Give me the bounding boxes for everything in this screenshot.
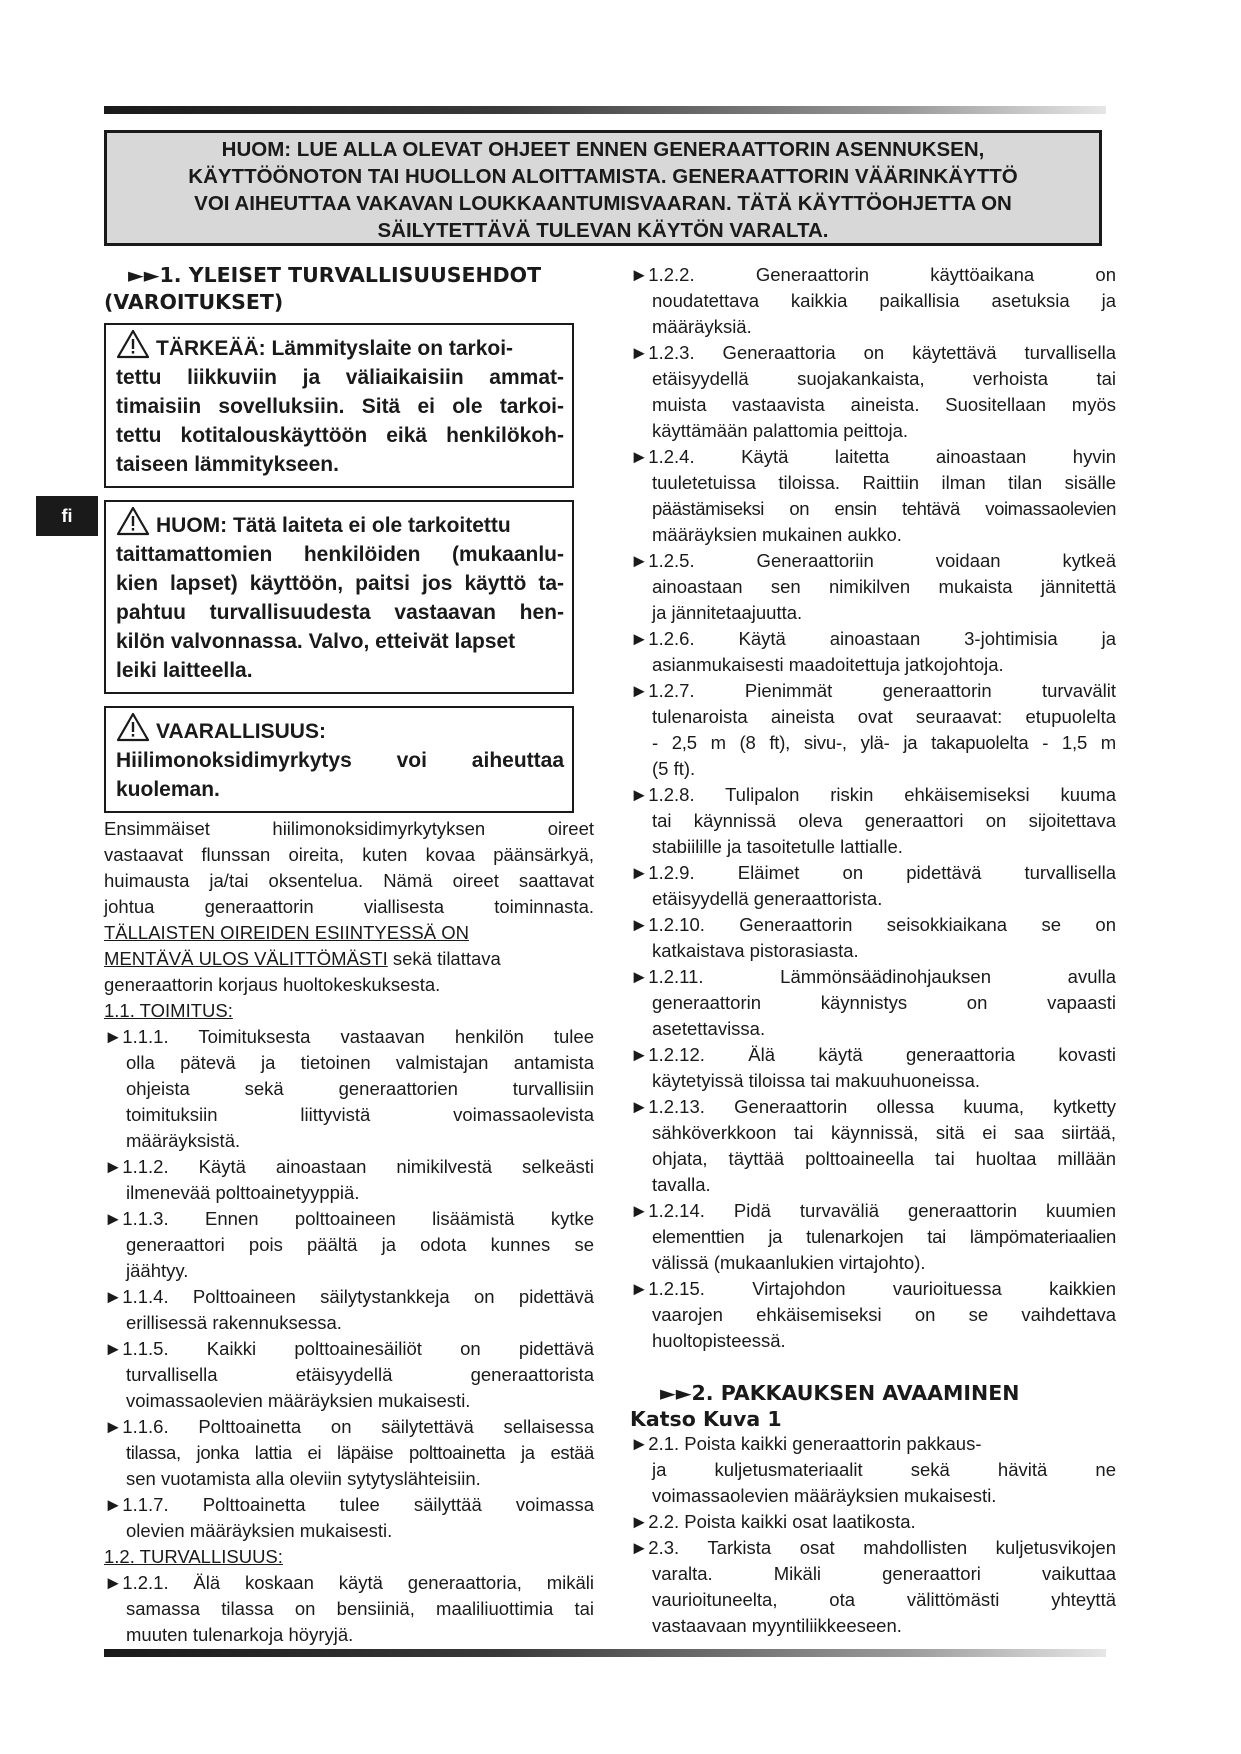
item-line: muista vastaavista aineista. Suositellaan myös bbox=[652, 394, 1116, 415]
list-item bbox=[630, 678, 1116, 782]
notice-line: HUOM: LUE ALLA OLEVAT OHJEET ENNEN GENERAATTORIN ASENNUKSEN, bbox=[221, 138, 985, 161]
warning-line: kuoleman. bbox=[116, 778, 220, 801]
item-line: ►1.2.9. Eläimet on pidettävä turvallisella bbox=[630, 862, 1116, 883]
item-line: ►1.2.6. Käytä ainoastaan 3-johtimisia ja bbox=[630, 628, 1116, 649]
notice-line: SÄILYTETTÄVÄ TULEVAN KÄYTÖN VARALTA. bbox=[377, 219, 829, 242]
list-item bbox=[630, 964, 1116, 1042]
item-line: ilmenevää polttoainetyyppiä. bbox=[126, 1182, 360, 1203]
item-line: ja kuljetusmateriaalit sekä hävitä ne bbox=[652, 1459, 1116, 1480]
left-column bbox=[104, 262, 594, 1648]
item-line: ►1.2.8. Tulipalon riskin ehkäisemiseksi kuuma bbox=[630, 784, 1116, 805]
item-line: ►1.1.1. Toimituksesta vastaavan henkilön tulee bbox=[104, 1026, 594, 1047]
warning-line: kien lapset) käyttöön, paitsi jos käyttö ta- bbox=[116, 572, 564, 595]
notice-line: KÄYTTÖÖNOTON TAI HUOLLON ALOITTAMISTA. GENERAATTORIN VÄÄRINKÄYTTÖ bbox=[188, 165, 1018, 188]
warning-line: tettu liikkuviin ja väliaikaisiin ammat- bbox=[116, 366, 564, 389]
item-line: generaattorin käynnistys on vapaasti bbox=[652, 992, 1116, 1013]
warning-box-notice bbox=[104, 500, 574, 694]
item-line: määräyksistä. bbox=[126, 1130, 241, 1151]
warning-line: timaisiin sovelluksiin. Sitä ei ole tarkoi- bbox=[116, 395, 564, 418]
warning-line bbox=[116, 712, 564, 746]
list-item bbox=[104, 1336, 594, 1414]
item-line: ►1.1.7. Polttoainetta tulee säilyttää voimassa bbox=[104, 1494, 594, 1515]
section-2-heading bbox=[660, 1380, 1116, 1407]
item-line: etäisyydellä generaattorista. bbox=[652, 888, 883, 909]
paragraph-line: vastaavat flunssan oireita, kuten kovaa päänsärkyä, bbox=[104, 844, 594, 865]
item-line: (5 ft). bbox=[652, 758, 696, 779]
urgent-line bbox=[104, 946, 594, 972]
co-intro-paragraph bbox=[104, 816, 594, 1024]
item-line: välissä (mukaanlukien virtajohto). bbox=[652, 1252, 926, 1273]
list-item bbox=[630, 262, 1116, 340]
list-item bbox=[630, 548, 1116, 626]
urgent-line: generaattorin korjaus huoltokeskuksesta. bbox=[104, 974, 441, 995]
list-item bbox=[630, 1276, 1116, 1354]
item-line: päästämiseksi on ensin tehtävä voimassaolevien bbox=[652, 498, 1116, 519]
paragraph-line: johtua generaattorin viallisesta toiminnasta. bbox=[104, 896, 594, 917]
item-line: vastaavaan myyntiliikkeeseen. bbox=[652, 1615, 902, 1636]
list-item bbox=[630, 1042, 1116, 1094]
list-item bbox=[630, 1431, 1116, 1509]
item-line: - 2,5 m (8 ft), sivu-, ylä- ja takapuolelta - 1,5 m bbox=[652, 732, 1116, 753]
urgent-rest: sekä tilattava bbox=[387, 948, 501, 969]
list-item bbox=[104, 1284, 594, 1336]
warning-box-danger bbox=[104, 706, 574, 813]
item-line: jäähtyy. bbox=[126, 1260, 189, 1281]
item-line: sähköverkkoon tai käynnissä, sitä ei saa siirtää, bbox=[652, 1122, 1116, 1143]
language-tab: fi bbox=[36, 496, 98, 536]
paragraph-line: Ensimmäiset hiilimonoksidimyrkytyksen oireet bbox=[104, 818, 594, 839]
urgent-underlined: MENTÄVÄ ULOS VÄLITTÖMÄSTI bbox=[104, 948, 388, 969]
item-line: ►1.2.2. Generaattorin käyttöaikana on bbox=[630, 264, 1116, 285]
list-item bbox=[630, 340, 1116, 444]
item-line: määräyksiä. bbox=[652, 316, 752, 337]
item-line: määräyksien mukainen aukko. bbox=[652, 524, 902, 545]
warning-line: taittamattomien henkilöiden (mukaanlu- bbox=[116, 543, 564, 566]
list-item bbox=[630, 912, 1116, 964]
item-line: muuten tulenarkoja höyryjä. bbox=[126, 1624, 354, 1645]
item-line: ohjata, täyttää polttoaineella tai huoltaa millään bbox=[652, 1148, 1116, 1169]
item-line: ►1.2.5. Generaattoriin voidaan kytkeä bbox=[630, 550, 1116, 571]
subsection-1-2-title: 1.2. TURVALLISUUS: bbox=[104, 1546, 283, 1567]
section-2-title-line: ►►2. PAKKAUKSEN AVAAMINEN bbox=[660, 1381, 1020, 1405]
section-2-title-line: Katso Kuva 1 bbox=[630, 1407, 782, 1431]
warning-box-important bbox=[104, 323, 574, 488]
item-line: ►1.2.13. Generaattorin ollessa kuuma, kytketty bbox=[630, 1096, 1116, 1117]
section-1-title-line: ►►1. YLEISET TURVALLISUUSEHDOT bbox=[128, 263, 542, 287]
item-line: vaurioituneelta, ota välittömästi yhteyttä bbox=[652, 1589, 1116, 1610]
warning-line: leiki laitteella. bbox=[116, 659, 253, 682]
list-item bbox=[630, 782, 1116, 860]
item-line: ►1.2.1. Älä koskaan käytä generaattoria, mikäli bbox=[104, 1572, 594, 1593]
warning-line: taiseen lämmitykseen. bbox=[116, 453, 339, 476]
item-line: ►1.2.14. Pidä turvaväliä generaattorin kuumien bbox=[630, 1200, 1116, 1221]
list-item bbox=[104, 1414, 594, 1492]
item-line: huoltopisteessä. bbox=[652, 1330, 786, 1351]
warning-line: Hiilimonoksidimyrkytys voi aiheuttaa bbox=[116, 749, 564, 772]
list-item bbox=[104, 1024, 594, 1154]
bottom-divider-bar bbox=[104, 1649, 1106, 1657]
important-notice-box bbox=[104, 130, 1102, 246]
items-1-2-list bbox=[630, 262, 1116, 1354]
warning-text: TÄRKEÄÄ: Lämmityslaite on tarkoi- bbox=[156, 337, 514, 360]
list-item bbox=[104, 1154, 594, 1206]
section-2-subheading bbox=[630, 1407, 1116, 1431]
item-line: ►1.2.11. Lämmönsäädinohjauksen avulla bbox=[630, 966, 1116, 987]
warning-line: tettu kotitalouskäyttöön eikä henkilökoh- bbox=[116, 424, 564, 447]
item-line: voimassaolevien määräyksien mukaisesti. bbox=[652, 1485, 997, 1506]
list-item bbox=[104, 1570, 594, 1648]
warning-text: HUOM: Tätä laiteta ei ole tarkoitettu bbox=[156, 514, 511, 537]
list-item bbox=[104, 1492, 594, 1544]
item-line: varalta. Mikäli generaattori vaikuttaa bbox=[652, 1563, 1116, 1584]
item-line: ►1.1.4. Polttoaineen säilytystankkeja on pidettävä bbox=[104, 1286, 594, 1307]
right-column bbox=[630, 262, 1116, 1639]
item-line: generaattori pois päältä ja odota kunnes se bbox=[126, 1234, 594, 1255]
item-line: voimassaolevien määräyksien mukaisesti. bbox=[126, 1390, 471, 1411]
list-item bbox=[630, 1509, 1116, 1535]
warning-line bbox=[116, 329, 564, 363]
item-line: ►1.1.5. Kaikki polttoainesäiliöt on pidettävä bbox=[104, 1338, 594, 1359]
items-2-list bbox=[630, 1431, 1116, 1639]
item-line: noudatettava kaikkia paikallisia asetuksia ja bbox=[652, 290, 1116, 311]
item-line: olevien määräyksien mukaisesti. bbox=[126, 1520, 393, 1541]
warning-line: kilön valvonnassa. Valvo, etteivät lapset bbox=[116, 630, 516, 653]
item-line: tuuletetuissa tiloissa. Raittiin ilman tilan sisälle bbox=[652, 472, 1116, 493]
item-line: ►1.1.6. Polttoainetta on säilytettävä sellaisessa bbox=[104, 1416, 594, 1437]
item-line: ohjeista sekä generaattorien turvallisiin bbox=[126, 1078, 594, 1099]
item-line: tai käynnissä oleva generaattori on sijoitettava bbox=[652, 810, 1116, 831]
item-line: ►1.2.3. Generaattoria on käytettävä turvallisella bbox=[630, 342, 1116, 363]
warning-triangle-icon bbox=[116, 329, 150, 359]
item-line: ainoastaan sen nimikilven mukaista jännitettä bbox=[652, 576, 1116, 597]
item-line: toimituksiin liittyvistä voimassaolevista bbox=[126, 1104, 594, 1125]
list-item bbox=[630, 1094, 1116, 1198]
item-line: ►2.2. Poista kaikki osat laatikosta. bbox=[630, 1511, 916, 1532]
notice-line: VOI AIHEUTTAA VAKAVAN LOUKKAANTUMISVAARAN. TÄTÄ KÄYTTÖOHJETTA ON bbox=[194, 192, 1012, 215]
warning-text: VAARALLISUUS: bbox=[156, 720, 326, 743]
item-line: asianmukaisesti maadoitettuja jatkojohtoja. bbox=[652, 654, 1004, 675]
list-item bbox=[630, 860, 1116, 912]
item-line: ►1.2.10. Generaattorin seisokkiaikana se on bbox=[630, 914, 1116, 935]
section-1-title-line: (VAROITUKSET) bbox=[104, 290, 284, 314]
item-line: turvallisella etäisyydellä generaattorista bbox=[126, 1364, 594, 1385]
subsection-1-1-title: 1.1. TOIMITUS: bbox=[104, 1000, 233, 1021]
paragraph-line: huimausta ja/tai oksentelua. Nämä oireet saattavat bbox=[104, 870, 594, 891]
list-item bbox=[630, 1198, 1116, 1276]
warning-triangle-icon bbox=[116, 712, 150, 742]
item-line: ►2.3. Tarkista osat mahdollisten kuljetusvikojen bbox=[630, 1537, 1116, 1558]
list-item bbox=[630, 444, 1116, 548]
items-1-1-list bbox=[104, 1024, 594, 1648]
item-line: käyttämään palattomia peittoja. bbox=[652, 420, 909, 441]
item-line: katkaistava pistorasiasta. bbox=[652, 940, 859, 961]
item-line: stabiilille ja tasoitetulle lattialle. bbox=[652, 836, 903, 857]
item-line: sen vuotamista alla oleviin sytytyslähteisiin. bbox=[126, 1468, 481, 1489]
item-line: elementtien ja tulenarkojen tai lämpömateriaalien bbox=[652, 1226, 1116, 1247]
item-line: ►1.1.2. Käytä ainoastaan nimikilvestä selkeästi bbox=[104, 1156, 594, 1177]
list-item bbox=[630, 1535, 1116, 1639]
item-line: vaarojen ehkäisemiseksi on se vaihdettava bbox=[652, 1304, 1116, 1325]
item-line: ►1.1.3. Ennen polttoaineen lisäämistä kytke bbox=[104, 1208, 594, 1229]
item-line: erillisessä rakennuksessa. bbox=[126, 1312, 342, 1333]
warning-line: pahtuu turvallisuudesta vastaavan hen- bbox=[116, 601, 564, 624]
item-line: tavalla. bbox=[652, 1174, 711, 1195]
top-divider-bar bbox=[104, 106, 1106, 114]
urgent-line: TÄLLAISTEN OIREIDEN ESIINTYESSÄ ON bbox=[104, 922, 469, 943]
item-line: ►2.1. Poista kaikki generaattorin pakkaus- bbox=[630, 1433, 982, 1454]
item-line: olla pätevä ja tietoinen valmistajan antamista bbox=[126, 1052, 594, 1073]
item-line: tilassa, jonka lattia ei läpäise polttoainetta ja estää bbox=[126, 1442, 594, 1463]
item-line: ►1.2.4. Käytä laitetta ainoastaan hyvin bbox=[630, 446, 1116, 467]
item-line: ►1.2.12. Älä käytä generaattoria kovasti bbox=[630, 1044, 1116, 1065]
section-1-heading-cont bbox=[104, 289, 594, 316]
item-line: ►1.2.15. Virtajohdon vaurioituessa kaikkien bbox=[630, 1278, 1116, 1299]
list-item bbox=[630, 626, 1116, 678]
item-line: tulenaroista aineista ovat seuraavat: etupuolelta bbox=[652, 706, 1116, 727]
item-line: samassa tilassa on bensiiniä, maaliliuottimia tai bbox=[126, 1598, 594, 1619]
warning-line bbox=[116, 506, 564, 540]
warning-triangle-icon bbox=[116, 506, 150, 536]
item-line: käytetyissä tiloissa tai makuuhuoneissa. bbox=[652, 1070, 981, 1091]
item-line: etäisyydellä suojakankaista, verhoista tai bbox=[652, 368, 1116, 389]
section-1-heading bbox=[128, 262, 594, 289]
list-item bbox=[104, 1206, 594, 1284]
item-line: ►1.2.7. Pienimmät generaattorin turvavälit bbox=[630, 680, 1116, 701]
item-line: ja jännitetaajuutta. bbox=[652, 602, 803, 623]
item-line: asetettavissa. bbox=[652, 1018, 766, 1039]
